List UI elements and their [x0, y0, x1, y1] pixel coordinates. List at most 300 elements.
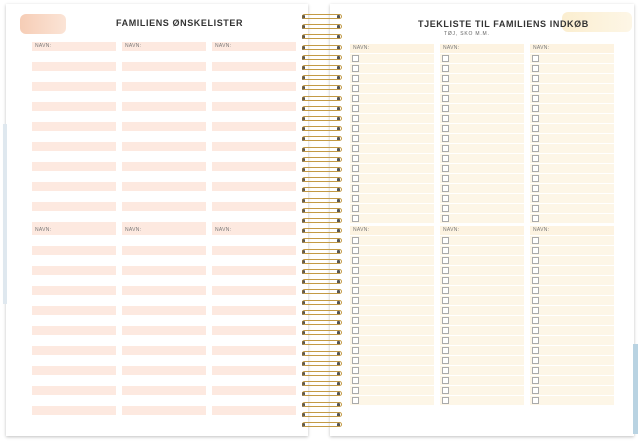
checklist-line[interactable] — [440, 396, 524, 405]
checkbox[interactable] — [532, 387, 539, 394]
checkbox[interactable] — [352, 215, 359, 222]
checklist-line[interactable] — [530, 54, 614, 63]
checkbox[interactable] — [442, 175, 449, 182]
checkbox[interactable] — [532, 55, 539, 62]
checkbox[interactable] — [532, 185, 539, 192]
checklist-line[interactable] — [350, 124, 434, 133]
wish-line[interactable] — [122, 306, 206, 315]
checkbox[interactable] — [442, 115, 449, 122]
wish-line[interactable] — [212, 162, 296, 171]
checklist-line[interactable] — [350, 236, 434, 245]
checklist-line[interactable] — [530, 194, 614, 203]
checklist-line[interactable] — [350, 74, 434, 83]
checkbox[interactable] — [532, 327, 539, 334]
checkbox[interactable] — [532, 317, 539, 324]
checklist-line[interactable] — [530, 256, 614, 265]
checklist-line[interactable] — [530, 316, 614, 325]
checklist-line[interactable] — [440, 144, 524, 153]
checklist-line[interactable] — [440, 204, 524, 213]
checklist-line[interactable] — [530, 376, 614, 385]
checkbox[interactable] — [352, 337, 359, 344]
spiral-ring — [298, 206, 344, 216]
checklist-line[interactable] — [530, 266, 614, 275]
spiral-ring — [298, 308, 344, 318]
ring-wire — [302, 106, 342, 111]
checkbox[interactable] — [442, 95, 449, 102]
spiral-ring — [298, 226, 344, 236]
checklist-line[interactable] — [530, 104, 614, 113]
checklist-line[interactable] — [440, 84, 524, 93]
wish-line[interactable] — [32, 162, 116, 171]
checklist-line[interactable] — [350, 174, 434, 183]
checkbox[interactable] — [352, 367, 359, 374]
checkbox[interactable] — [442, 257, 449, 264]
checkbox[interactable] — [532, 65, 539, 72]
checklist-line[interactable] — [350, 256, 434, 265]
checklist-line[interactable] — [350, 64, 434, 73]
checkbox[interactable] — [532, 247, 539, 254]
wish-line[interactable] — [32, 306, 116, 315]
checkbox[interactable] — [532, 175, 539, 182]
wish-line[interactable] — [122, 326, 206, 335]
checklist-line[interactable] — [530, 214, 614, 223]
checkbox[interactable] — [442, 307, 449, 314]
checklist-line[interactable] — [440, 266, 524, 275]
wish-line[interactable] — [32, 202, 116, 211]
checkbox[interactable] — [442, 155, 449, 162]
checkbox[interactable] — [532, 135, 539, 142]
checklist-line[interactable] — [350, 276, 434, 285]
checkbox[interactable] — [442, 297, 449, 304]
checklist-line[interactable] — [530, 346, 614, 355]
checklist-line[interactable] — [350, 296, 434, 305]
name-header[interactable]: NAVN: — [32, 42, 116, 51]
checklist-line[interactable] — [350, 84, 434, 93]
checklist-line[interactable] — [530, 336, 614, 345]
checkbox[interactable] — [352, 175, 359, 182]
checkbox[interactable] — [442, 65, 449, 72]
checkbox[interactable] — [352, 317, 359, 324]
checklist-line[interactable] — [350, 336, 434, 345]
checklist-line[interactable] — [530, 64, 614, 73]
checkbox[interactable] — [352, 237, 359, 244]
checkbox[interactable] — [352, 185, 359, 192]
checklist-line[interactable] — [440, 326, 524, 335]
checkbox[interactable] — [442, 185, 449, 192]
checklist-line[interactable] — [440, 256, 524, 265]
checklist-line[interactable] — [350, 316, 434, 325]
checkbox[interactable] — [442, 135, 449, 142]
checklist-line[interactable] — [530, 306, 614, 315]
checkbox[interactable] — [442, 85, 449, 92]
wish-line[interactable] — [212, 366, 296, 375]
checklist-line[interactable] — [530, 174, 614, 183]
checkbox[interactable] — [352, 297, 359, 304]
spiral-ring — [298, 257, 344, 267]
checkbox[interactable] — [442, 387, 449, 394]
checklist-line[interactable] — [530, 84, 614, 93]
checklist-line[interactable] — [440, 124, 524, 133]
checkbox[interactable] — [532, 195, 539, 202]
checkbox[interactable] — [352, 95, 359, 102]
wishlist-column — [212, 226, 296, 415]
checklist-line[interactable] — [350, 286, 434, 295]
spiral-ring — [298, 175, 344, 185]
checkbox[interactable] — [532, 205, 539, 212]
checkbox[interactable] — [532, 257, 539, 264]
checklist-line[interactable] — [440, 246, 524, 255]
checklist-line[interactable] — [530, 236, 614, 245]
checklist-line[interactable] — [440, 94, 524, 103]
spiral-ring — [298, 165, 344, 175]
wish-line[interactable] — [122, 62, 206, 71]
wish-line[interactable] — [212, 142, 296, 151]
wish-line[interactable] — [212, 62, 296, 71]
checklist-line[interactable] — [350, 366, 434, 375]
checklist-line[interactable] — [440, 154, 524, 163]
checkbox[interactable] — [442, 237, 449, 244]
checkbox[interactable] — [532, 267, 539, 274]
checkbox[interactable] — [442, 55, 449, 62]
checklist-line[interactable] — [440, 174, 524, 183]
checkbox[interactable] — [532, 367, 539, 374]
checkbox[interactable] — [442, 337, 449, 344]
checkbox[interactable] — [352, 397, 359, 404]
checkbox[interactable] — [352, 287, 359, 294]
checkbox[interactable] — [352, 347, 359, 354]
checklist-line[interactable] — [350, 214, 434, 223]
checkbox[interactable] — [442, 215, 449, 222]
checklist-line[interactable] — [350, 376, 434, 385]
checklist-line[interactable] — [440, 54, 524, 63]
checkbox[interactable] — [352, 195, 359, 202]
checkbox[interactable] — [352, 145, 359, 152]
checklist-line[interactable] — [440, 276, 524, 285]
wish-line[interactable] — [122, 286, 206, 295]
wishlist-column — [32, 226, 116, 415]
spiral-ring — [298, 134, 344, 144]
checklist-line[interactable] — [440, 356, 524, 365]
checklist-line[interactable] — [530, 164, 614, 173]
checkbox[interactable] — [532, 307, 539, 314]
checklist-line[interactable] — [350, 54, 434, 63]
checklist-line[interactable] — [350, 386, 434, 395]
checkbox[interactable] — [442, 165, 449, 172]
checklist-line[interactable] — [350, 306, 434, 315]
wish-line[interactable] — [212, 266, 296, 275]
page-title: FAMILIENS ØNSKELISTER — [116, 18, 244, 28]
checkbox[interactable] — [532, 397, 539, 404]
checkbox[interactable] — [352, 165, 359, 172]
wish-line[interactable] — [32, 346, 116, 355]
name-header[interactable]: NAVN: — [350, 44, 434, 53]
checklist-line[interactable] — [350, 144, 434, 153]
wish-line[interactable] — [212, 102, 296, 111]
checkbox[interactable] — [442, 75, 449, 82]
checklist-line[interactable] — [350, 134, 434, 143]
wish-line[interactable] — [212, 82, 296, 91]
wish-line[interactable] — [122, 162, 206, 171]
checklist-line[interactable] — [530, 276, 614, 285]
checklist-line[interactable] — [440, 376, 524, 385]
wish-line[interactable] — [32, 82, 116, 91]
wish-line[interactable] — [32, 182, 116, 191]
checklist-line[interactable] — [530, 356, 614, 365]
spiral-binding — [298, 6, 344, 436]
checkbox[interactable] — [532, 277, 539, 284]
checkbox[interactable] — [532, 105, 539, 112]
checkbox[interactable] — [442, 357, 449, 364]
checklist-line[interactable] — [530, 74, 614, 83]
checkbox[interactable] — [532, 155, 539, 162]
spiral-ring — [298, 114, 344, 124]
checklist-line[interactable] — [440, 306, 524, 315]
checklist-line[interactable] — [440, 64, 524, 73]
checkbox[interactable] — [352, 205, 359, 212]
checkbox[interactable] — [442, 377, 449, 384]
checkbox[interactable] — [442, 267, 449, 274]
checklist-line[interactable] — [440, 386, 524, 395]
checklist-line[interactable] — [440, 316, 524, 325]
checklist-line[interactable] — [440, 164, 524, 173]
checkbox[interactable] — [442, 277, 449, 284]
checklist-line[interactable] — [440, 184, 524, 193]
checklist-line[interactable] — [530, 296, 614, 305]
wish-line[interactable] — [32, 246, 116, 255]
checkbox[interactable] — [532, 297, 539, 304]
name-header[interactable]: NAVN: — [122, 42, 206, 51]
checkbox[interactable] — [442, 105, 449, 112]
checklist-line[interactable] — [530, 134, 614, 143]
checklist-line[interactable] — [530, 114, 614, 123]
wish-line[interactable] — [212, 306, 296, 315]
checkbox[interactable] — [352, 357, 359, 364]
ring-wire — [302, 391, 342, 396]
checkbox[interactable] — [352, 247, 359, 254]
checklist-line[interactable] — [350, 94, 434, 103]
checkbox[interactable] — [442, 317, 449, 324]
ring-wire — [302, 85, 342, 90]
checkbox[interactable] — [352, 75, 359, 82]
checkbox[interactable] — [532, 125, 539, 132]
checklist-line[interactable] — [530, 204, 614, 213]
spiral-ring — [298, 318, 344, 328]
wish-line[interactable] — [212, 122, 296, 131]
wish-line[interactable] — [122, 366, 206, 375]
wish-line[interactable] — [32, 286, 116, 295]
ring-wire — [302, 320, 342, 325]
checklist-line[interactable] — [350, 356, 434, 365]
checkbox[interactable] — [352, 135, 359, 142]
wish-line[interactable] — [32, 386, 116, 395]
wish-line[interactable] — [32, 366, 116, 375]
checkbox[interactable] — [532, 145, 539, 152]
checkbox[interactable] — [442, 145, 449, 152]
checkbox[interactable] — [352, 115, 359, 122]
ring-wire — [302, 198, 342, 203]
checkbox[interactable] — [352, 65, 359, 72]
checklist-line[interactable] — [530, 154, 614, 163]
checkbox[interactable] — [532, 165, 539, 172]
checkbox[interactable] — [532, 75, 539, 82]
checkbox[interactable] — [532, 347, 539, 354]
checklist-line[interactable] — [440, 214, 524, 223]
checklist-line[interactable] — [530, 286, 614, 295]
spiral-ring — [298, 410, 344, 420]
checkbox[interactable] — [532, 95, 539, 102]
checkbox[interactable] — [352, 105, 359, 112]
checklist-line[interactable] — [350, 154, 434, 163]
wish-line[interactable] — [212, 326, 296, 335]
checklist-line[interactable] — [530, 366, 614, 375]
spiral-ring — [298, 53, 344, 63]
checklist-line[interactable] — [530, 144, 614, 153]
checkbox[interactable] — [352, 55, 359, 62]
wish-line[interactable] — [212, 406, 296, 415]
checkbox[interactable] — [442, 397, 449, 404]
wish-line[interactable] — [122, 182, 206, 191]
checkbox[interactable] — [352, 125, 359, 132]
checkbox[interactable] — [532, 357, 539, 364]
checklist-line[interactable] — [530, 246, 614, 255]
checkbox[interactable] — [532, 85, 539, 92]
checklist-line[interactable] — [350, 326, 434, 335]
name-header[interactable]: NAVN: — [440, 226, 524, 235]
checklist-line[interactable] — [350, 194, 434, 203]
checkbox[interactable] — [532, 115, 539, 122]
wish-line[interactable] — [212, 182, 296, 191]
checklist-line[interactable] — [350, 396, 434, 405]
wish-line[interactable] — [212, 386, 296, 395]
checkbox[interactable] — [352, 277, 359, 284]
wish-line[interactable] — [122, 406, 206, 415]
wishlist-column — [122, 226, 206, 415]
checklist-line[interactable] — [530, 326, 614, 335]
checkbox[interactable] — [352, 85, 359, 92]
checkbox[interactable] — [352, 155, 359, 162]
name-header[interactable]: NAVN: — [530, 226, 614, 235]
wish-line[interactable] — [32, 102, 116, 111]
name-header[interactable]: NAVN: — [530, 44, 614, 53]
checkbox[interactable] — [442, 347, 449, 354]
checklist-line[interactable] — [350, 204, 434, 213]
spiral-ring — [298, 298, 344, 308]
checklist-line[interactable] — [350, 266, 434, 275]
wish-line[interactable] — [32, 266, 116, 275]
wish-line[interactable] — [32, 142, 116, 151]
checklist-line[interactable] — [350, 184, 434, 193]
checklist-line[interactable] — [440, 286, 524, 295]
checkbox[interactable] — [532, 215, 539, 222]
checklist-line[interactable] — [440, 134, 524, 143]
wish-line[interactable] — [212, 346, 296, 355]
checkbox[interactable] — [352, 257, 359, 264]
checklist-line[interactable] — [440, 346, 524, 355]
checklist-line[interactable] — [440, 296, 524, 305]
checklist-line[interactable] — [440, 366, 524, 375]
name-header[interactable]: NAVN: — [122, 226, 206, 235]
checkbox[interactable] — [352, 387, 359, 394]
name-header[interactable]: NAVN: — [440, 44, 524, 53]
checkbox[interactable] — [352, 267, 359, 274]
wish-line[interactable] — [122, 202, 206, 211]
wish-line[interactable] — [122, 142, 206, 151]
wish-line[interactable] — [122, 82, 206, 91]
wish-line[interactable] — [122, 266, 206, 275]
checkbox[interactable] — [442, 287, 449, 294]
checkbox[interactable] — [532, 377, 539, 384]
checkbox[interactable] — [442, 327, 449, 334]
spiral-ring — [298, 32, 344, 42]
wish-line[interactable] — [32, 326, 116, 335]
wish-line[interactable] — [122, 346, 206, 355]
spiral-ring — [298, 104, 344, 114]
checkbox[interactable] — [352, 327, 359, 334]
ring-wire — [302, 34, 342, 39]
checklist-line[interactable] — [350, 246, 434, 255]
ring-wire — [302, 269, 342, 274]
checkbox[interactable] — [532, 287, 539, 294]
checkbox[interactable] — [442, 205, 449, 212]
checklist-line[interactable] — [440, 336, 524, 345]
checklist-column — [350, 226, 434, 405]
checklist-line[interactable] — [350, 104, 434, 113]
wish-line[interactable] — [122, 102, 206, 111]
wish-line[interactable] — [32, 122, 116, 131]
checklist-line[interactable] — [440, 114, 524, 123]
spiral-ring — [298, 420, 344, 430]
checkbox[interactable] — [352, 307, 359, 314]
checklist-line[interactable] — [530, 94, 614, 103]
checkbox[interactable] — [352, 377, 359, 384]
ring-wire — [302, 330, 342, 335]
checklist-line[interactable] — [530, 124, 614, 133]
wish-line[interactable] — [32, 62, 116, 71]
checklist-line[interactable] — [530, 386, 614, 395]
wish-line[interactable] — [212, 202, 296, 211]
ring-wire — [302, 381, 342, 386]
checkbox[interactable] — [442, 247, 449, 254]
wish-line[interactable] — [122, 246, 206, 255]
wish-line[interactable] — [32, 406, 116, 415]
spiral-ring — [298, 247, 344, 257]
checkbox[interactable] — [532, 337, 539, 344]
checklist-line[interactable] — [440, 194, 524, 203]
checkbox[interactable] — [442, 125, 449, 132]
wish-line[interactable] — [212, 286, 296, 295]
name-header[interactable]: NAVN: — [212, 226, 296, 235]
name-header[interactable]: NAVN: — [212, 42, 296, 51]
checklist-line[interactable] — [530, 396, 614, 405]
checkbox[interactable] — [532, 237, 539, 244]
wish-line[interactable] — [212, 246, 296, 255]
name-header[interactable]: NAVN: — [32, 226, 116, 235]
checklist-line[interactable] — [440, 104, 524, 113]
checklist-line[interactable] — [530, 184, 614, 193]
wish-line[interactable] — [122, 386, 206, 395]
ring-wire — [302, 238, 342, 243]
checklist-line[interactable] — [350, 346, 434, 355]
name-header[interactable]: NAVN: — [350, 226, 434, 235]
checklist-line[interactable] — [440, 236, 524, 245]
checklist-line[interactable] — [350, 114, 434, 123]
checkbox[interactable] — [442, 367, 449, 374]
checklist-line[interactable] — [440, 74, 524, 83]
checklist-line[interactable] — [350, 164, 434, 173]
wish-line[interactable] — [122, 122, 206, 131]
spiral-ring — [298, 267, 344, 277]
checkbox[interactable] — [442, 195, 449, 202]
